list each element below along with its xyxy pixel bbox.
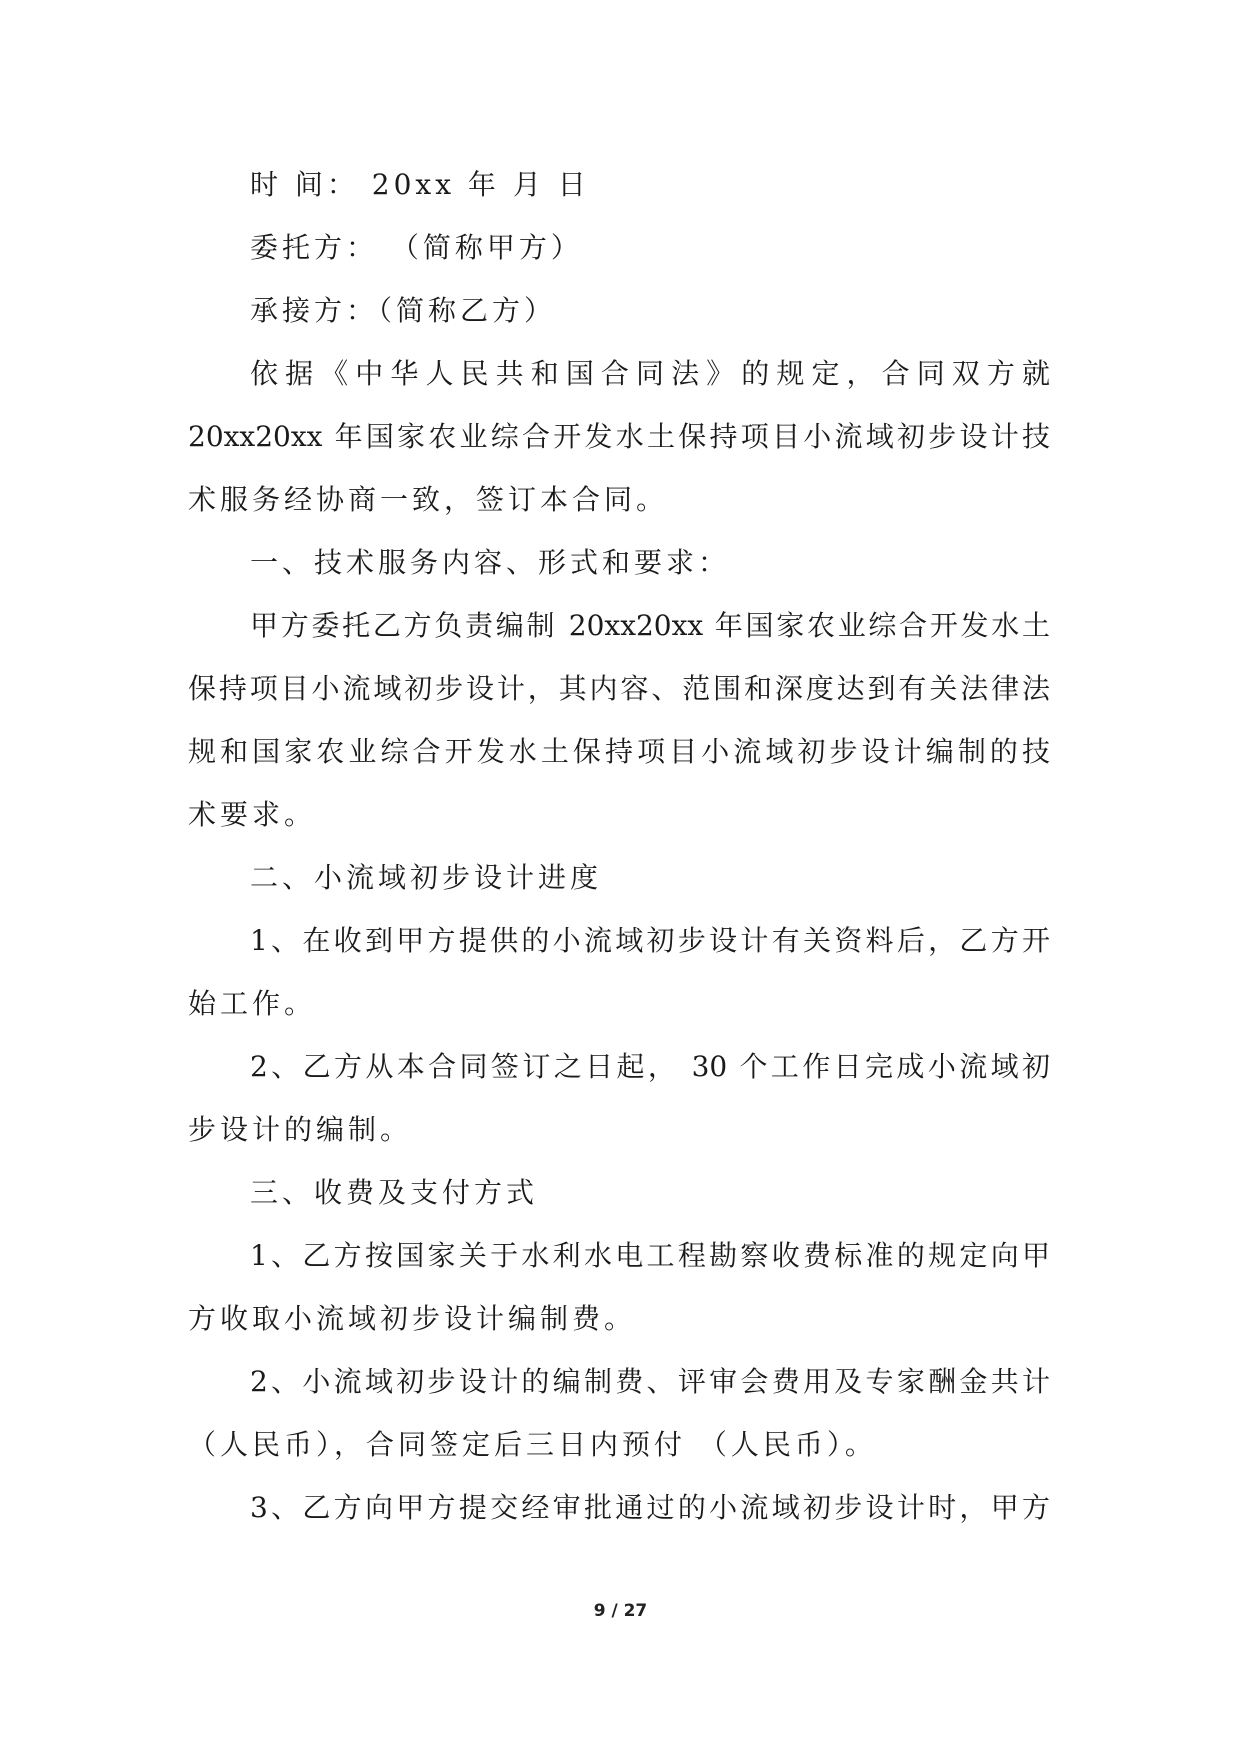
paragraph-line: 规和国家农业综合开发水土保持项目小流域初步设计编制的技 <box>188 735 1050 768</box>
paragraph-line: 始工作。 <box>188 987 317 1020</box>
paragraph-line: 术要求。 <box>188 798 317 831</box>
paragraph-line: 20xx20xx 年国家农业综合开发水土保持项目小流域初步设计技 <box>188 420 1050 453</box>
paragraph-line: 依据《中华人民共和国合同法》的规定，合同双方就 <box>250 357 1050 390</box>
paragraph-line: 1、在收到甲方提供的小流域初步设计有关资料后，乙方开 <box>250 924 1050 957</box>
paragraph-line: 保持项目小流域初步设计，其内容、范围和深度达到有关法律法 <box>188 672 1050 705</box>
client-line: 委托方： （简称甲方） <box>250 231 583 264</box>
paragraph-line: 2、乙方从本合同签订之日起， 30 个工作日完成小流域初 <box>250 1050 1050 1083</box>
paragraph-line: 1、乙方按国家关于水利水电工程勘察收费标准的规定向甲 <box>250 1239 1050 1272</box>
section-heading: 一、技术服务内容、形式和要求： <box>250 546 731 579</box>
date-line: 时 间： 20xx 年 月 日 <box>250 168 590 201</box>
page-number: 9 / 27 <box>593 1601 648 1621</box>
paragraph-line: 步设计的编制。 <box>188 1113 413 1146</box>
paragraph-line: 方收取小流域初步设计编制费。 <box>188 1302 637 1335</box>
paragraph-line: 术服务经协商一致，签订本合同。 <box>188 483 669 516</box>
paragraph-line: 3、乙方向甲方提交经审批通过的小流域初步设计时，甲方 <box>250 1491 1050 1524</box>
paragraph-line: 2、小流域初步设计的编制费、评审会费用及专家酬金共计 <box>250 1365 1050 1398</box>
paragraph-line: 甲方委托乙方负责编制 20xx20xx 年国家农业综合开发水土 <box>250 609 1050 642</box>
section-heading: 二、小流域初步设计进度 <box>250 861 603 894</box>
contractor-line: 承接方：（简称乙方） <box>250 294 557 327</box>
paragraph-line: （人民币），合同签定后三日内预付 （人民币）。 <box>188 1428 877 1461</box>
section-heading: 三、收费及支付方式 <box>250 1176 539 1209</box>
